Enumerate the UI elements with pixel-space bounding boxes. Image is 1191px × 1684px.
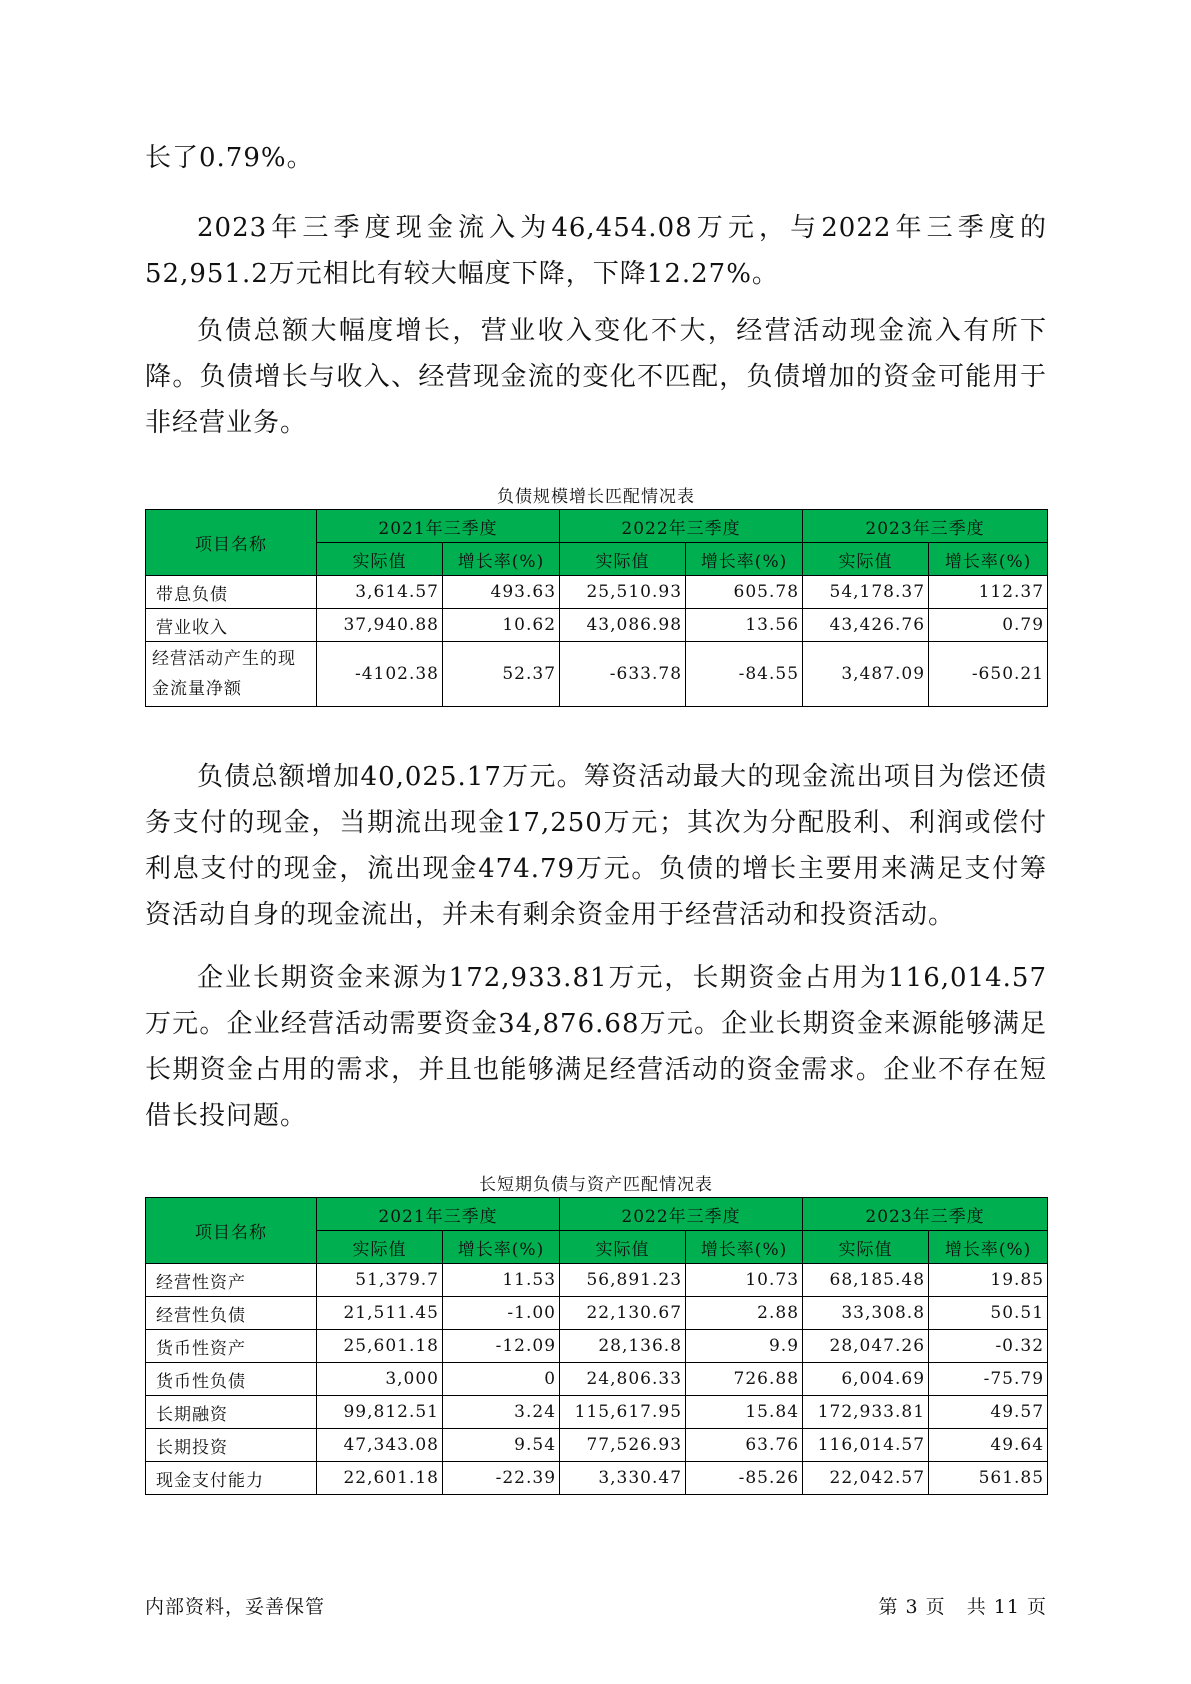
cell: 50.51 xyxy=(929,1297,1048,1330)
header-period: 2021年三季度 xyxy=(317,1198,560,1231)
header-period: 2023年三季度 xyxy=(803,1198,1048,1231)
cell: 54,178.37 xyxy=(803,576,929,609)
cell: 21,511.45 xyxy=(317,1297,443,1330)
cell: 0.79 xyxy=(929,609,1048,642)
cell: 10.62 xyxy=(443,609,560,642)
cell: 605.78 xyxy=(686,576,803,609)
cell: 22,130.67 xyxy=(560,1297,686,1330)
header-growth: 增长率(%) xyxy=(929,543,1048,576)
header-period: 2022年三季度 xyxy=(560,1198,803,1231)
paragraph-2: 2023年三季度现金流入为46,454.08万元，与2022年三季度的52,951.2万元相比有较大幅度下降，下降12.27%。 xyxy=(145,213,1047,289)
header-period: 2023年三季度 xyxy=(803,510,1048,543)
header-actual: 实际值 xyxy=(560,543,686,576)
cell: 2.88 xyxy=(686,1297,803,1330)
header-item-name: 项目名称 xyxy=(146,1198,317,1264)
table-row xyxy=(146,1429,1048,1462)
cell: 11.53 xyxy=(443,1264,560,1297)
table-row xyxy=(146,576,1048,609)
debt-growth-table xyxy=(145,509,1048,707)
cell: 10.73 xyxy=(686,1264,803,1297)
cell: 9.9 xyxy=(686,1330,803,1363)
footer-page-number: 第 3 页 共 11 页 xyxy=(878,1596,1047,1618)
cell: 52.37 xyxy=(443,642,560,707)
cell: 33,308.8 xyxy=(803,1297,929,1330)
cell: 63.76 xyxy=(686,1429,803,1462)
header-actual: 实际值 xyxy=(803,1231,929,1264)
cell: 51,379.7 xyxy=(317,1264,443,1297)
table-row xyxy=(146,1396,1048,1429)
cell: 37,940.88 xyxy=(317,609,443,642)
cell: 56,891.23 xyxy=(560,1264,686,1297)
cell: 3.24 xyxy=(443,1396,560,1429)
paragraph-5: 企业长期资金来源为172,933.81万元，长期资金占用为116,014.57万元。企业经营活动需要资金34,876.68万元。企业长期资金来源能够满足长期资金占用的需求，并且也能够满足经营活动的资金需求。企业不存在短借长投问题。 xyxy=(145,963,1047,1131)
cell: 9.54 xyxy=(443,1429,560,1462)
cell: 49.64 xyxy=(929,1429,1048,1462)
table2-caption: 长短期负债与资产匹配情况表 xyxy=(479,1175,713,1195)
cell: 68,185.48 xyxy=(803,1264,929,1297)
header-actual: 实际值 xyxy=(803,543,929,576)
cell: 0 xyxy=(443,1363,560,1396)
cell: 493.63 xyxy=(443,576,560,609)
row-label: 现金支付能力 xyxy=(146,1462,317,1495)
cell: 561.85 xyxy=(929,1462,1048,1495)
cell: 726.88 xyxy=(686,1363,803,1396)
cell: -22.39 xyxy=(443,1462,560,1495)
header-actual: 实际值 xyxy=(560,1231,686,1264)
header-growth: 增长率(%) xyxy=(929,1231,1048,1264)
header-growth: 增长率(%) xyxy=(443,543,560,576)
row-label: 长期投资 xyxy=(146,1429,317,1462)
table-row xyxy=(146,1363,1048,1396)
cell: 25,510.93 xyxy=(560,576,686,609)
table-row xyxy=(146,1462,1048,1495)
cell: 24,806.33 xyxy=(560,1363,686,1396)
cell: 15.84 xyxy=(686,1396,803,1429)
cell: 43,426.76 xyxy=(803,609,929,642)
cell: -0.32 xyxy=(929,1330,1048,1363)
cell: 22,601.18 xyxy=(317,1462,443,1495)
cell: -85.26 xyxy=(686,1462,803,1495)
paragraph-1: 长了0.79%。 xyxy=(145,143,314,173)
cell: 49.57 xyxy=(929,1396,1048,1429)
cell: 28,047.26 xyxy=(803,1330,929,1363)
table-row xyxy=(146,642,1048,707)
header-actual: 实际值 xyxy=(317,1231,443,1264)
cell: 43,086.98 xyxy=(560,609,686,642)
cell: 22,042.57 xyxy=(803,1462,929,1495)
cell: 28,136.8 xyxy=(560,1330,686,1363)
row-label: 经营性资产 xyxy=(146,1264,317,1297)
header-item-name: 项目名称 xyxy=(146,510,317,576)
cell: 3,330.47 xyxy=(560,1462,686,1495)
cell: 3,487.09 xyxy=(803,642,929,707)
paragraph-4: 负债总额增加40,025.17万元。筹资活动最大的现金流出项目为偿还债务支付的现金，当期流出现金17,250万元；其次为分配股利、利润或偿付利息支付的现金，流出现金474.79万元。负债的增长主要用来满足支付筹资活动自身的现金流出，并未有剩余资金用于经营活动和投资活动。 xyxy=(145,762,1047,930)
table1-caption: 负债规模增长匹配情况表 xyxy=(497,487,695,507)
header-growth: 增长率(%) xyxy=(443,1231,560,1264)
cell: 172,933.81 xyxy=(803,1396,929,1429)
table-row xyxy=(146,609,1048,642)
table-row xyxy=(146,1264,1048,1297)
header-growth: 增长率(%) xyxy=(686,1231,803,1264)
row-label: 经营活动产生的现金流量净额 xyxy=(146,642,317,707)
header-growth: 增长率(%) xyxy=(686,543,803,576)
cell: 3,000 xyxy=(317,1363,443,1396)
footer-confidential-note: 内部资料，妥善保管 xyxy=(145,1596,326,1618)
table-row xyxy=(146,1330,1048,1363)
cell: -84.55 xyxy=(686,642,803,707)
cell: -12.09 xyxy=(443,1330,560,1363)
cell: 112.37 xyxy=(929,576,1048,609)
row-label: 营业收入 xyxy=(146,609,317,642)
table-row xyxy=(146,1297,1048,1330)
cell: -4102.38 xyxy=(317,642,443,707)
long-short-term-match-table xyxy=(145,1197,1048,1495)
cell: -633.78 xyxy=(560,642,686,707)
cell: 25,601.18 xyxy=(317,1330,443,1363)
row-label: 经营性负债 xyxy=(146,1297,317,1330)
row-label: 长期融资 xyxy=(146,1396,317,1429)
cell: -650.21 xyxy=(929,642,1048,707)
cell: 99,812.51 xyxy=(317,1396,443,1429)
cell: 6,004.69 xyxy=(803,1363,929,1396)
cell: 115,617.95 xyxy=(560,1396,686,1429)
paragraph-3: 负债总额大幅度增长，营业收入变化不大，经营活动现金流入有所下降。负债增长与收入、经营现金流的变化不匹配，负债增加的资金可能用于非经营业务。 xyxy=(145,316,1047,438)
cell: 116,014.57 xyxy=(803,1429,929,1462)
row-label: 货币性资产 xyxy=(146,1330,317,1363)
header-period: 2021年三季度 xyxy=(317,510,560,543)
cell: 19.85 xyxy=(929,1264,1048,1297)
row-label: 货币性负债 xyxy=(146,1363,317,1396)
cell: 13.56 xyxy=(686,609,803,642)
header-actual: 实际值 xyxy=(317,543,443,576)
cell: 47,343.08 xyxy=(317,1429,443,1462)
row-label: 带息负债 xyxy=(146,576,317,609)
cell: 3,614.57 xyxy=(317,576,443,609)
header-period: 2022年三季度 xyxy=(560,510,803,543)
cell: 77,526.93 xyxy=(560,1429,686,1462)
cell: -1.00 xyxy=(443,1297,560,1330)
cell: -75.79 xyxy=(929,1363,1048,1396)
